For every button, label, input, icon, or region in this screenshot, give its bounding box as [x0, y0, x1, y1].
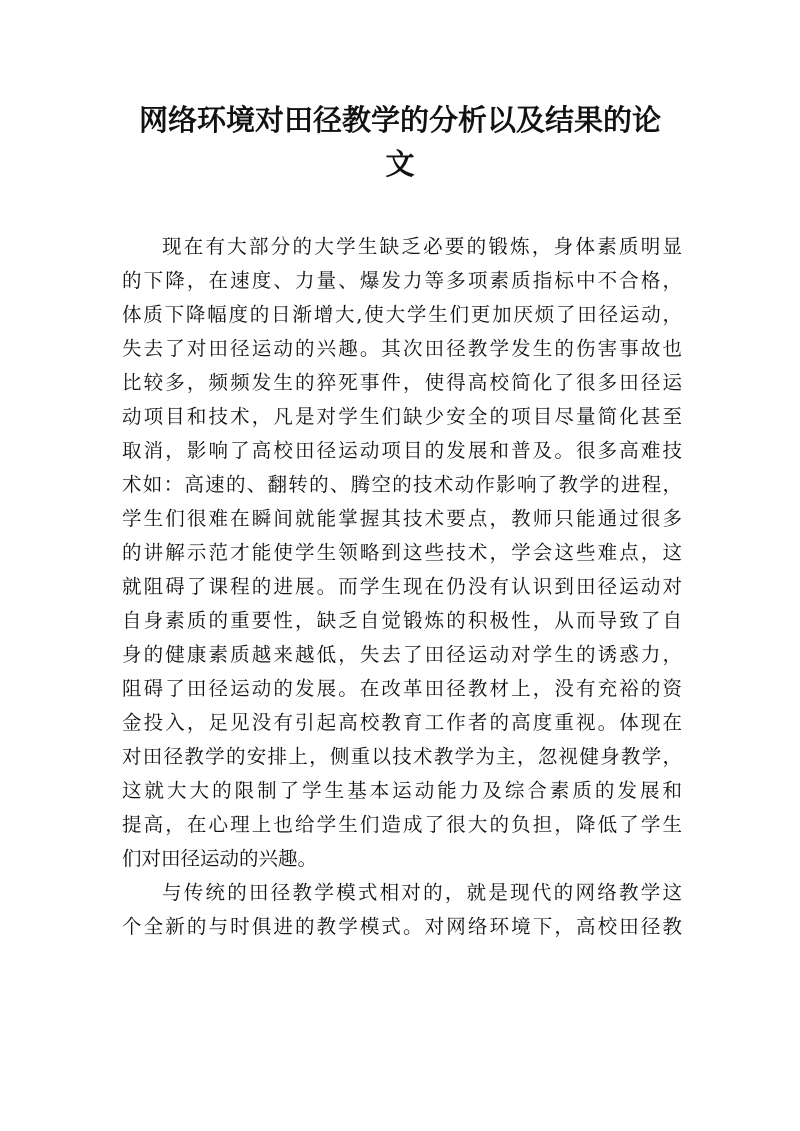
paragraph-line: 就阻碍了课程的进展。而学生现在仍没有认识到田径运动对 — [122, 575, 682, 598]
paragraph-line: 动项目和技术，凡是对学生们缺少安全的项目尽量简化甚至 — [122, 405, 682, 428]
paragraph-line: 现在有大部分的大学生缺乏必要的锻炼，身体素质明显 — [162, 235, 682, 258]
paragraph-line: 的讲解示范才能使学生领略到这些技术，学会这些难点，这 — [122, 541, 682, 564]
paragraph-line: 提高，在心理上也给学生们造成了很大的负担，降低了学生 — [122, 813, 682, 836]
paragraph-line: 们对田径运动的兴趣。 — [122, 847, 318, 870]
paragraph-line: 学生们很难在瞬间就能掌握其技术要点，教师只能通过很多 — [122, 507, 682, 530]
paragraph-line: 个全新的与时俱进的教学模式。对网络环境下，高校田径教 — [122, 915, 682, 938]
paragraph-line: 取消，影响了高校田径运动项目的发展和普及。很多高难技 — [122, 439, 682, 462]
paragraph-line: 自身素质的重要性，缺乏自觉锻炼的积极性，从而导致了自 — [122, 609, 682, 632]
paragraph-line: 失去了对田径运动的兴趣。其次田径教学发生的伤害事故也 — [122, 337, 682, 360]
paragraph-line: 术如：高速的、翻转的、腾空的技术动作影响了教学的进程， — [122, 473, 682, 496]
document-title-line-2: 文 — [385, 147, 415, 181]
paragraph-line: 的下降，在速度、力量、爆发力等多项素质指标中不合格， — [122, 269, 682, 292]
paragraph-line: 比较多，频频发生的猝死事件，使得高校简化了很多田径运 — [122, 371, 682, 394]
paragraph-line: 金投入，足见没有引起高校教育工作者的高度重视。体现在 — [122, 711, 682, 734]
paragraph-line: 身的健康素质越来越低，失去了田径运动对学生的诱惑力， — [122, 643, 682, 666]
paragraph-line: 与传统的田径教学模式相对的，就是现代的网络教学这 — [162, 881, 682, 904]
paragraph-line: 体质下降幅度的日渐增大,使大学生们更加厌烦了田径运动， — [122, 303, 682, 326]
paragraph-line: 阻碍了田径运动的发展。在改革田径教材上，没有充裕的资 — [122, 677, 682, 700]
paragraph-line: 这就大大的限制了学生基本运动能力及综合素质的发展和 — [122, 779, 682, 802]
document-title-line-1: 网络环境对田径教学的分析以及结果的论 — [138, 103, 661, 137]
paragraph-line: 对田径教学的安排上，侧重以技术教学为主，忽视健身教学， — [122, 745, 682, 768]
